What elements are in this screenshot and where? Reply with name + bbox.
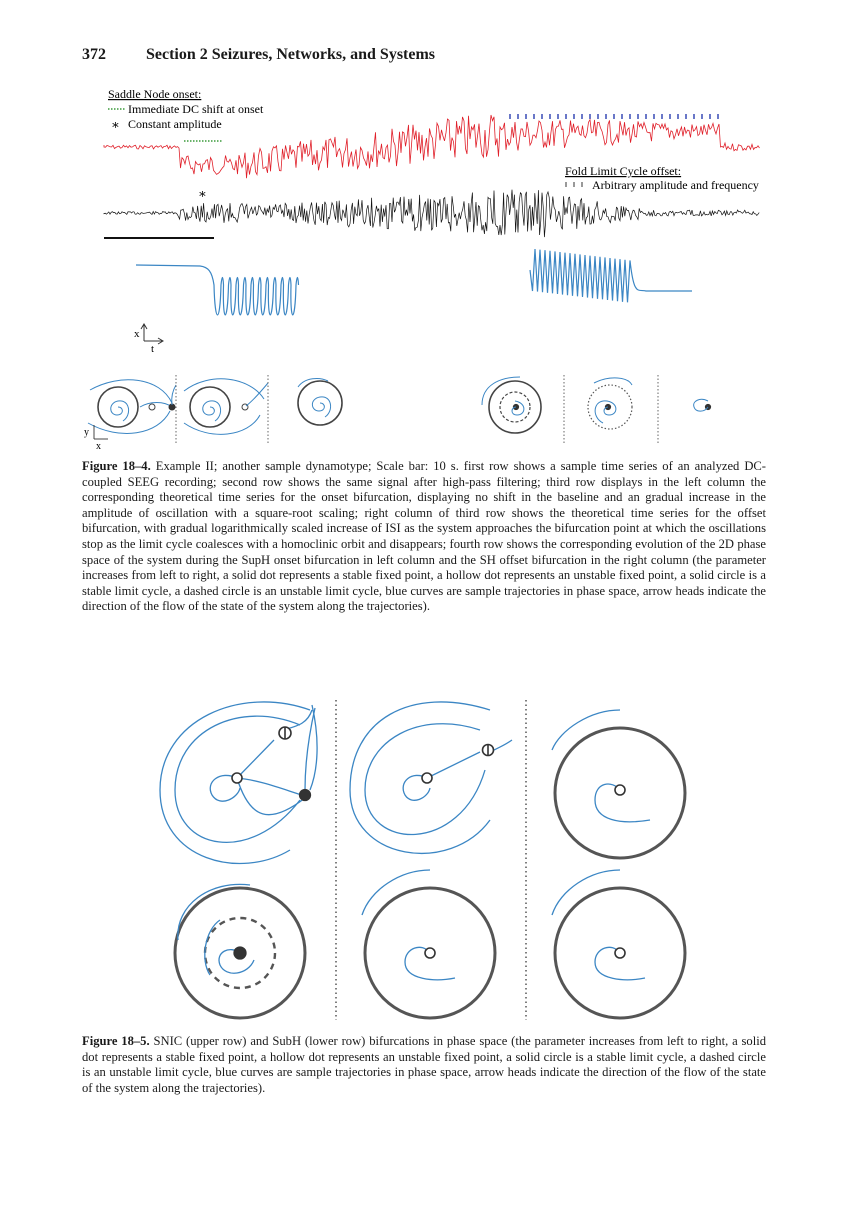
axis-x-label: x xyxy=(134,328,140,340)
phase-portrait-row xyxy=(88,377,711,434)
caption-label: Figure 18–5. xyxy=(82,1034,150,1048)
legend-constant-amplitude: Constant amplitude xyxy=(128,117,222,131)
figure-18-4-caption xyxy=(82,459,766,615)
page-number: 372 xyxy=(82,46,106,63)
subh-panel-1 xyxy=(175,884,305,1018)
constant-amplitude-star: ∗ xyxy=(198,186,207,201)
snic-panel-2 xyxy=(350,702,512,853)
subh-panel-2 xyxy=(362,870,495,1018)
figure-18-5 xyxy=(150,690,710,1020)
section-title: Section 2 Seizures, Networks, and Systems xyxy=(146,46,436,63)
figure-18-4 xyxy=(80,85,780,455)
running-head xyxy=(82,46,435,64)
caption-text: Example II; another sample dynamotype; Scale bar: 10 s. first row shows a sample time series of an analyzed DC-coupled SEEG recording; second row shows the same signal after high-pass filtering; third row displays in the left column the corresponding theoretical time series for the onset bifurcation, displaying no shift in the baseline and an gradual increase in the amplitude of oscillation with a square-root scaling; right column of third row shows the theoretical time series for the offset bifurcation, with gradual logarithmically scaled increase of ISI as the system approaches the bifurcation point at which the oscillations stop as the limit cycle coalesces with a homoclinic orbit and disappears; fourth row shows the corresponding evolution of the 2D phase space of the system during the SupH onset bifurcation in left column and the SH offset bifurcation in the right column (the parameter increases from left to right, a solid dot represents a stable fixed point, a hollow dot represents an unstable fixed point, a solid circle is a stable limit cycle, a dashed circle is an unstable limit cycle, blue curves are sample trajectories in phase space, arrow heads indicate the direction of the flow of the state of the system along the trajectories). xyxy=(82,459,767,614)
caption-label: Figure 18–4. xyxy=(82,459,151,473)
figure-18-5-caption xyxy=(82,1034,766,1096)
subh-panel-3 xyxy=(552,870,685,1018)
legend-dc-shift: Immediate DC shift at onset xyxy=(128,102,264,116)
legend-onset-title: Saddle Node onset: xyxy=(108,87,202,101)
onset-theoretical-series xyxy=(136,265,299,315)
offset-theoretical-series xyxy=(530,249,692,302)
axis-x2-label: x xyxy=(96,441,101,452)
legend-arbitrary: Arbitrary amplitude and frequency xyxy=(592,178,759,192)
axis-y-label: y xyxy=(84,427,89,438)
offset-marks xyxy=(510,114,718,119)
legend-star-symbol: ∗ xyxy=(111,117,120,132)
axis-t-label: t xyxy=(151,343,155,355)
snic-panel-1 xyxy=(160,702,317,864)
caption-text: SNIC (upper row) and SubH (lower row) bifurcations in phase space (the parameter increases from left to right, a solid dot represents a stable fixed point, a hollow dot represents an unstable fixed point, a solid circle is a stable limit cycle, a dashed circle is an unstable limit cycle, blue curves are sample trajectories in phase space, arrow heads indicate the direction of the flow of the state of the system along the trajectories). xyxy=(82,1034,766,1095)
arbitrary-marks-swatch xyxy=(566,182,582,187)
time-axes-icon xyxy=(141,324,163,344)
snic-panel-3 xyxy=(552,710,685,858)
legend-offset-title: Fold Limit Cycle offset: xyxy=(565,164,682,178)
